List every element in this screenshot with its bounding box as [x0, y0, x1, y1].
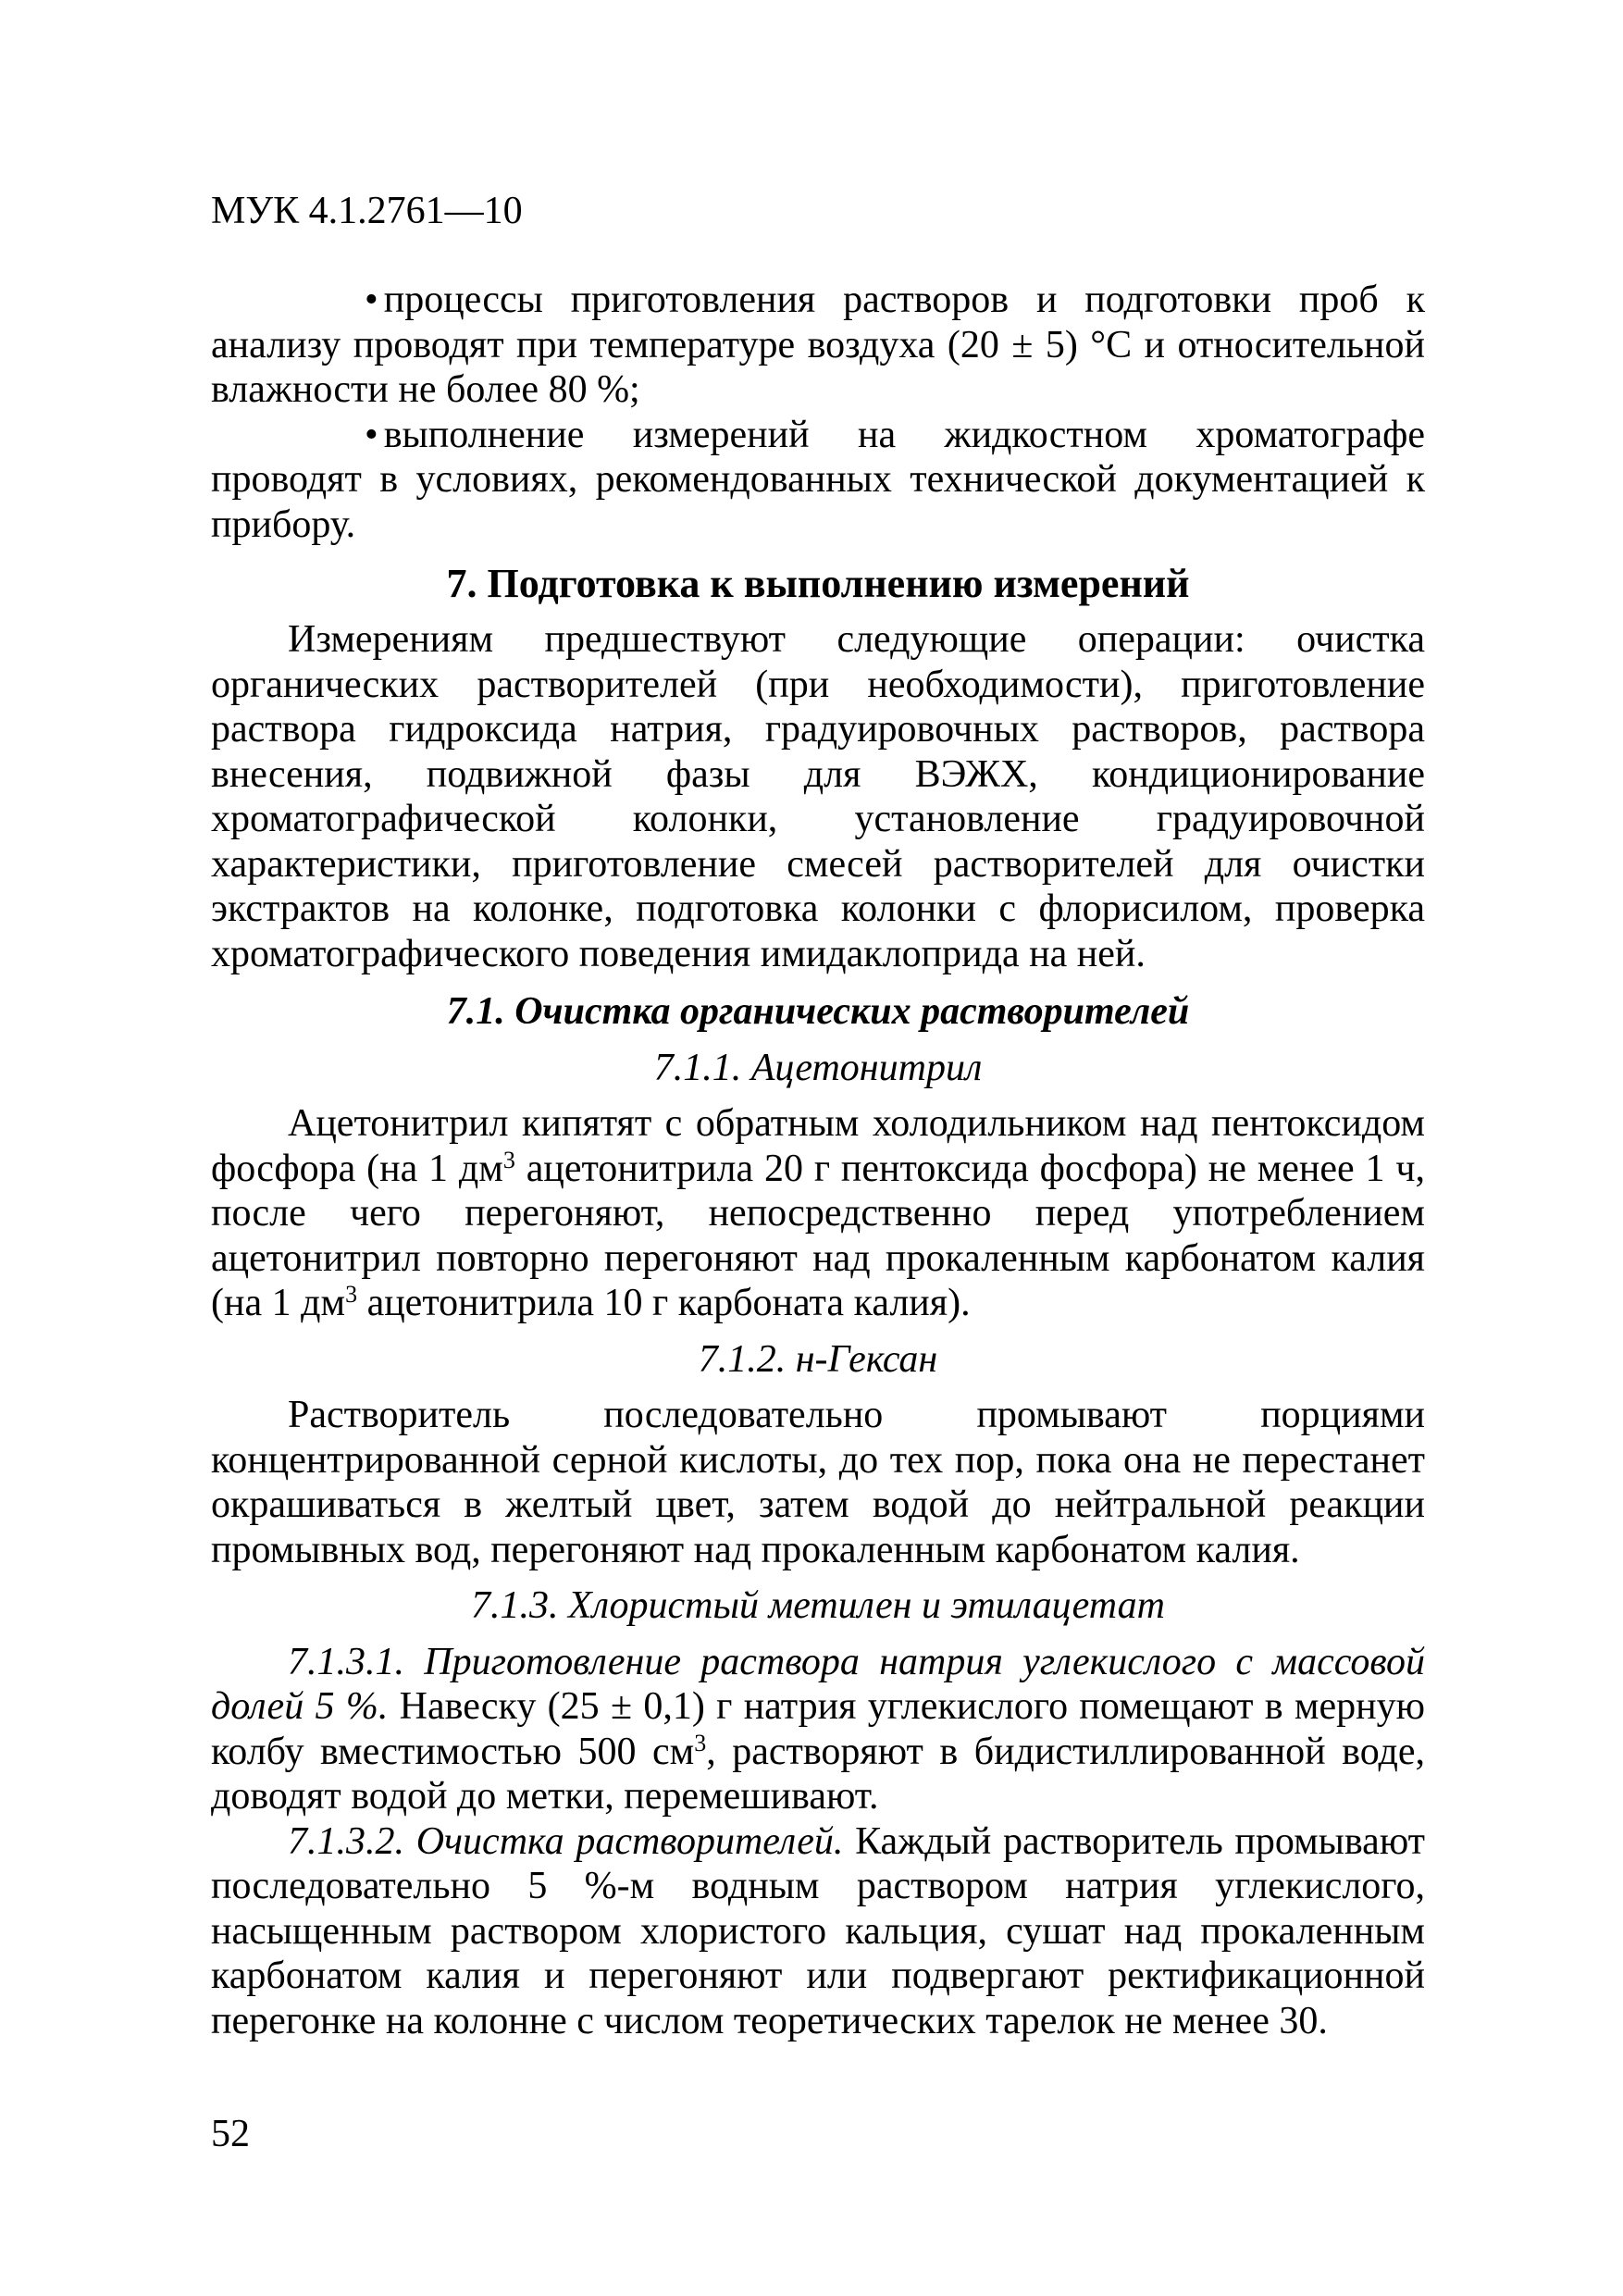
section-7-1-2-text: Растворитель последовательно промывают порциями концентрированной серной кислоты, до тех пор, пока она не перестанет окрашиваться в желтый цвет, затем водой до нейтральной реакции промывных вод, перегоняют над прокаленным карбонатом калия.	[211, 1394, 1425, 1571]
bullet-item-2	[211, 413, 1425, 548]
text-run: Каждый растворитель промывают последовательно 5 %-м водным раствором натрия углекислого, насыщенным раствором хлористого кальция, сушат над прокаленным карбонатом калия и перегоняют или подвергают ректификационной перегонке на колонне с числом теоретических тарелок не менее 30.	[211, 1819, 1425, 2042]
section-7-1-title: 7.1. Очистка органических растворителей	[446, 990, 1190, 1033]
bullet-icon: •	[365, 279, 378, 321]
text-run: ацетонитрила 10 г карбоната калия).	[357, 1282, 971, 1324]
bullet-icon: •	[365, 413, 378, 456]
section-7-1-3-2-text	[211, 1819, 1425, 2044]
bullet-item-2-text: выполнение измерений на жидкостном хроматографе проводят в условиях, рекомендованных технической документацией к прибору.	[211, 413, 1425, 546]
section-7-1-3-2-heading: 7.1.3.2. Очистка растворителей.	[288, 1819, 844, 1863]
superscript: 3	[502, 1146, 515, 1173]
section-7-title: 7. Подготовка к выполнению измерений	[446, 561, 1190, 606]
section-7-1-1-text	[211, 1101, 1425, 1326]
section-7-1-3-1-text	[211, 1640, 1425, 1819]
section-7-1-2-title: 7.1.2. н-Гексан	[698, 1337, 938, 1381]
section-7-1-1-title: 7.1.1. Ацетонитрил	[653, 1046, 983, 1089]
superscript: 3	[345, 1281, 358, 1308]
running-header: МУК 4.1.2761—10	[211, 190, 523, 232]
page-number: 52	[211, 2113, 250, 2155]
text-run: , растворяют в бидистиллированной воде, доводят водой до метки, перемешивают.	[211, 1730, 1425, 1818]
section-7-intro: Измерениям предшествуют следующие операции: очистка органических растворителей (при необходимости), приготовление раствора гидроксида натрия, градуировочных растворов, раствора внесения, подвижной фазы для ВЭЖХ, кондиционирование хроматографической колонки, установление градуировочной характеристики, приготовление смесей растворителей для очистки экстрактов на колонке, подготовка колонки с флорисилом, проверка хроматографического поведения имидаклоприда на ней.	[211, 618, 1425, 975]
superscript: 3	[694, 1729, 707, 1756]
text-run: ацетонитрила 20 г пентоксида фосфора) не менее 1 ч, после чего перегоняют, непосредственно перед употреблением ацетонитрил повторно перегоняют над прокаленным карбонатом калия (на 1 дм	[211, 1147, 1425, 1324]
text-run: Ацетонитрил кипятят с обратным холодильником над пентоксидом фосфора (на 1 дм	[211, 1102, 1425, 1190]
page-content	[211, 278, 1425, 2043]
section-7-1-3-1-heading: 7.1.3.1. Приготовление раствора натрия углекислого с массовой долей 5 %.	[211, 1640, 1425, 1728]
text-run: Навеску (25 ± 0,1) г натрия углекислого помещают в мерную колбу вместимостью 500 см	[211, 1685, 1425, 1773]
bullet-item-1	[211, 278, 1425, 413]
section-7-1-3-title: 7.1.3. Хлористый метилен и этилацетат	[471, 1584, 1165, 1627]
bullet-item-1-text: процессы приготовления растворов и подготовки проб к анализу проводят при температуре воздуха (20 ± 5) °С и относительной влажности не более 80 %;	[211, 279, 1425, 411]
